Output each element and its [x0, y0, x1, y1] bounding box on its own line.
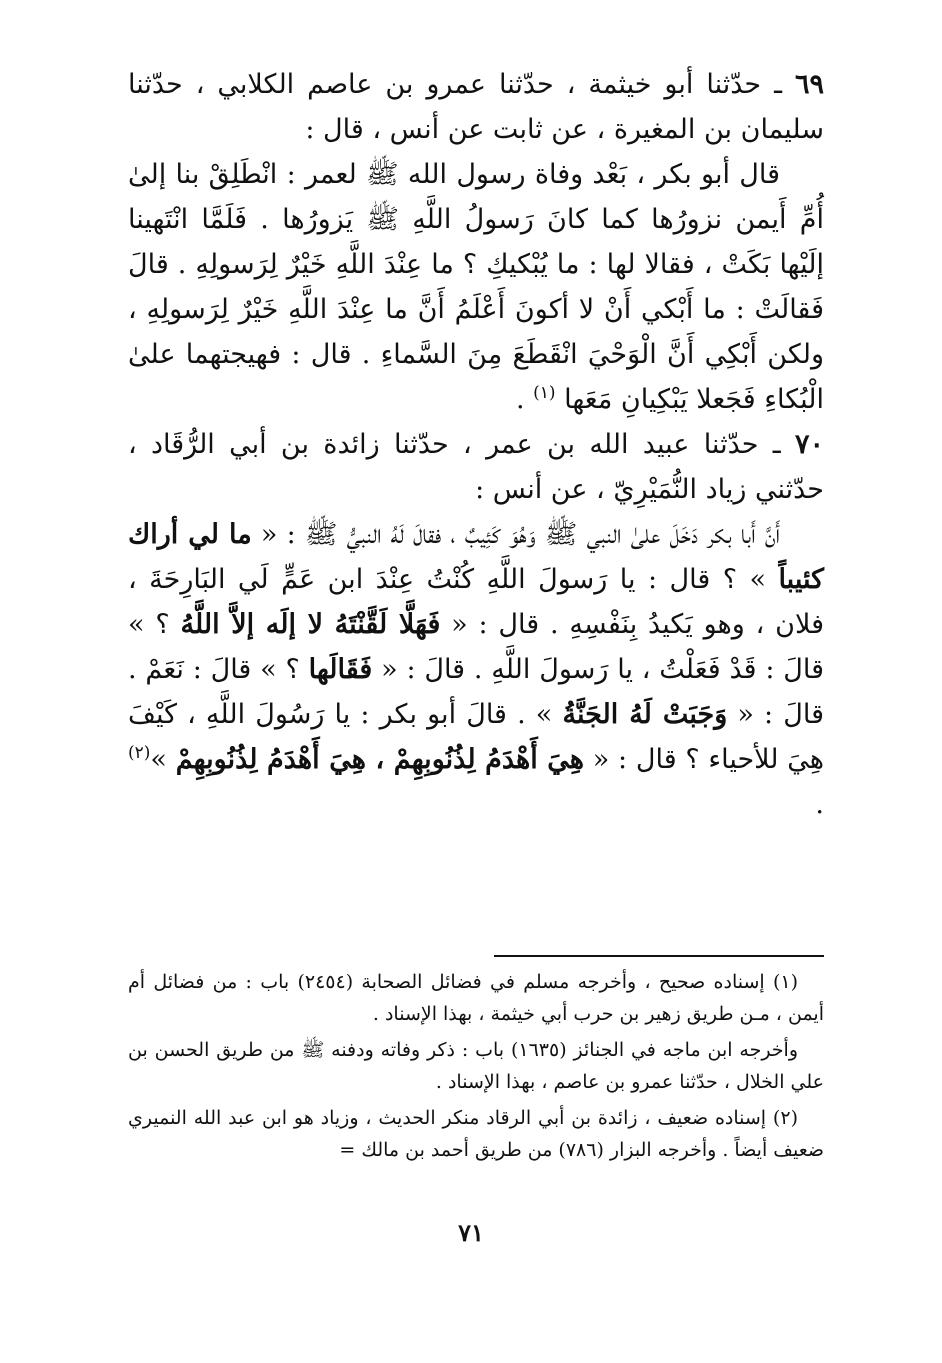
footnote-ref-2: (٢): [128, 743, 151, 763]
hadith-70-part-1: أَنَّ أَبا بكر دَخَلَ علىٰ النبي ﷺ وَهُوَ كَئِيبٌ ، فقالَ لَهُ النبيُّ ﷺ : «: [260, 519, 780, 550]
footnote-separator: [494, 955, 824, 957]
prophet-quote-2: فَهَلَّا لَقَّنْتَهُ لا إلَه إلاَّ اللَّهُ: [180, 609, 441, 640]
hadith-69-matn: [128, 152, 824, 422]
prophet-quote-5: هِيَ أَهْدَمُ لِذُنُوبِهِمْ ، هِيَ أَهْدَمُ لِذُنُوبِهِمْ: [175, 744, 585, 775]
hadith-70-part-5: » . قالَ أبو بكر : يا رَسُولَ اللَّهِ ، كَيْفَ هِيَ للأحياء ؟ قال : «: [128, 699, 824, 775]
footnote-1: (١) إسناده صحيح ، وأخرجه مسلم في فضائل الصحابة (٢٤٥٤) باب : من فضائل أم أيمن ، مـن طريق زهير بن حرب أبي خيثمة ، بهذا الإسناد .: [128, 971, 824, 1025]
prophet-quote-4: وَجَبَتْ لَهُ الجَنَّةُ: [562, 699, 728, 730]
hadith-69-matn-text: قال أبو بكر ، بَعْد وفاة رسول الله ﷺ لعمر : انْطَلِقْ بنا إلىٰ أُمِّ أَيمن نزورُها كما كانَ رَسولُ اللَّهِ ﷺ يَزورُها . فَلَمَّا انْتَهينا إلَيْها بَكَتْ ، فقالا لها : ما يُبْكيكِ ؟ ما عِنْدَ اللَّهِ خَيْرٌ لِرَسولِهِ . قالَ فَقالَتْ : ما أَبْكي أَنْ لا أكونَ أَعْلَمُ أَنَّ ما عِنْدَ اللَّهِ خَيْرٌ لِرَسولِهِ ، ولكن أَبْكِي أَنَّ الْوَحْيَ انْقَطَعَ مِنَ السَّماءِ . قال : فهيجتهما علىٰ الْبُكاءِ فَجَعلا يَبْكِيانِ مَعَها: [128, 159, 824, 415]
hadith-70-matn: [128, 512, 824, 827]
hadith-69-number: ٦٩: [794, 69, 824, 100]
prophet-quote-1: ما لي أراك كئيباً: [128, 519, 824, 595]
footnote-2: (٢) إسناده ضعيف ، زائدة بن أبي الرقاد منكر الحديث ، وزياد هو ابن عبد الله النميري ضعيف أيضاً . وأخرجه البزار (٧٨٦) من طريق أحمد بن مالك =: [128, 1107, 824, 1161]
footnote-ref-1: (١): [533, 383, 556, 403]
hadith-70-part-3: ؟ » قالَ : قَدْ فَعَلْتُ ، يا رَسولَ اللَّهِ . قالَ : «: [128, 609, 825, 685]
hadith-70-isnad-text: ـ حدّثنا عبيد الله بن عمر ، حدّثنا زائدة بن أبي الرُّقَاد ، حدّثني زياد النُّمَيْرِيّ ، عن أنس :: [128, 429, 824, 505]
hadith-69-isnad: [128, 62, 824, 152]
hadith-70-part-2: » ؟ قال : يا رَسولَ اللَّهِ كُنْتُ عِنْدَ ابن عَمٍّ لَي البَارِحَةَ ، فلان ، وهو يَكيدُ بِنَفْسِهِ . قال : «: [128, 564, 824, 640]
page-number: ٧١: [458, 1218, 484, 1247]
hadith-70-isnad: [128, 422, 824, 512]
hadith-69-end: .: [515, 384, 534, 415]
hadith-70-number: ٧٠: [794, 429, 824, 460]
main-text: [128, 62, 824, 827]
hadith-69-isnad-text: ـ حدّثنا أبو خيثمة ، حدّثنا عمرو بن عاصم الكلابي ، حدّثنا سليمان بن المغيرة ، عن ثابت عن أنس ، قال :: [128, 69, 824, 145]
hadith-70-part-4: ؟ » قالَ : نَعَمْ . قالَ : «: [128, 654, 825, 730]
hadith-70-part-6: »: [150, 744, 167, 775]
hadith-70-end: .: [815, 789, 824, 820]
footnotes: [128, 966, 824, 1170]
footnote-1-continued: وأخرجه ابن ماجه في الجنائز (١٦٣٥) باب : ذكر وفاته ودفنه ﷺ من طريق الحسن بن علي الخلال ، حدّثنا عمرو بن عاصم ، بهذا الإسناد .: [128, 1039, 824, 1093]
prophet-quote-3: فَقَالَها: [308, 654, 373, 685]
